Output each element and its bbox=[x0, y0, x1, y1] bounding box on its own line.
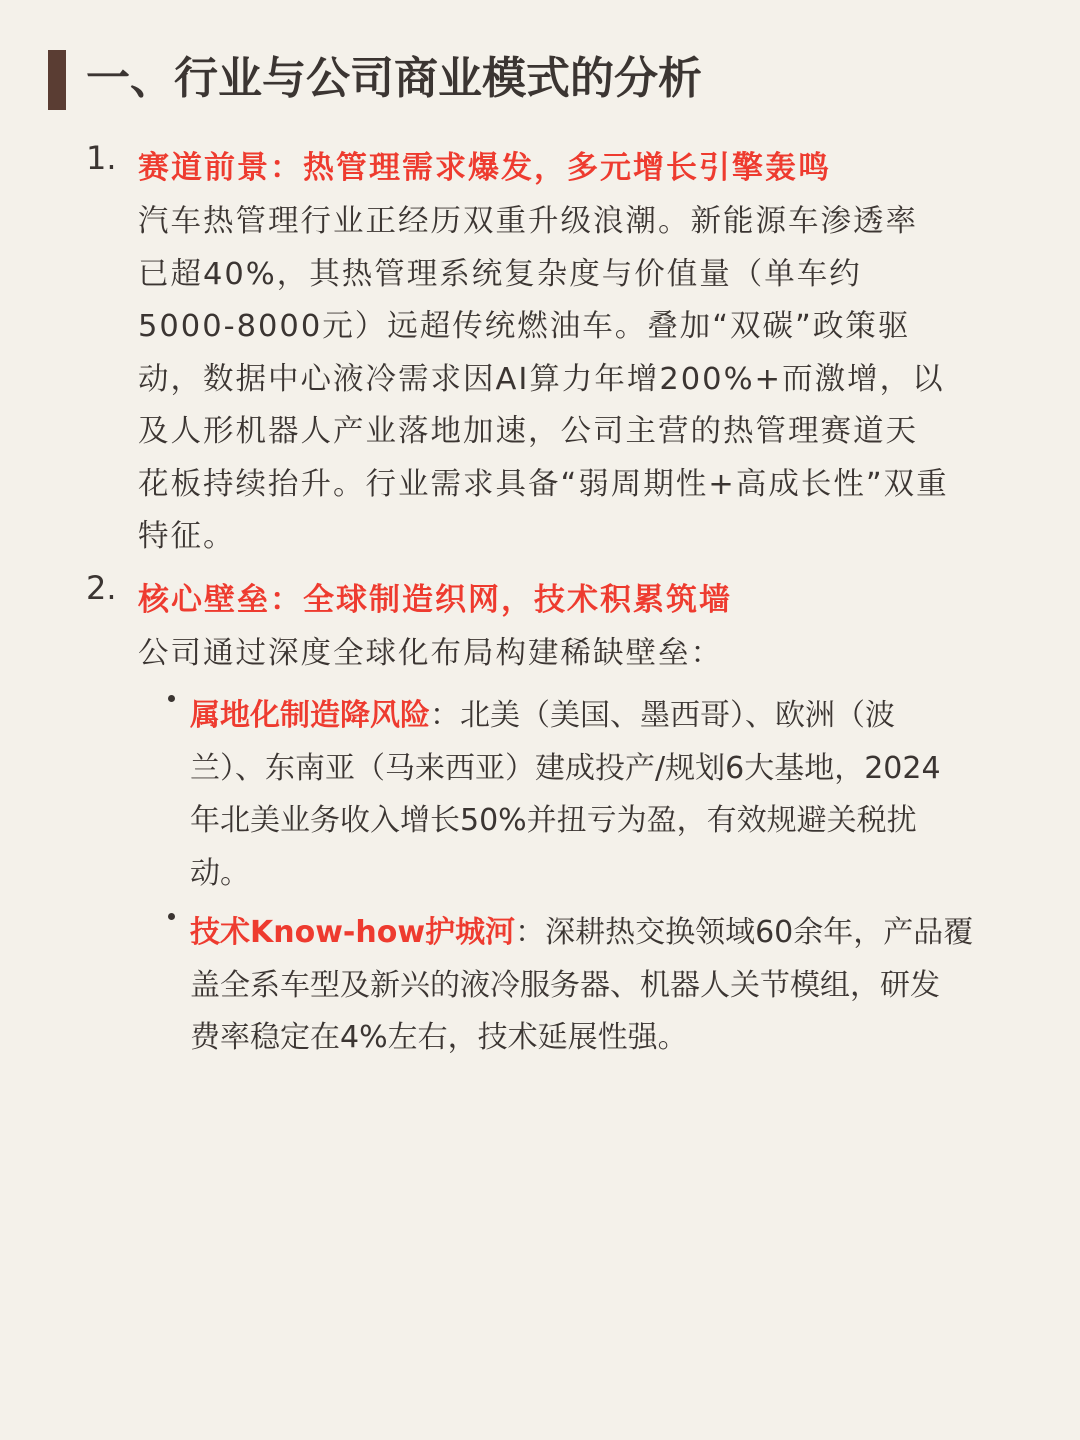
body-line: 花板持续抬升。行业需求具备“弱周期性+高成长性”双重 bbox=[138, 466, 949, 502]
body-line: 动，数据中心液冷需求因AI算力年增200%+而激增，以 bbox=[138, 361, 945, 397]
section-number: 2. bbox=[86, 569, 117, 607]
bullet-title: 属地化制造降风险 bbox=[190, 698, 430, 733]
section-number: 1. bbox=[86, 139, 117, 177]
bullet-title: 技术Know-how护城河 bbox=[190, 915, 516, 950]
bullet-dot bbox=[168, 913, 175, 920]
body-line: 5000-8000元）远超传统燃油车。叠加“双碳”政策驱 bbox=[138, 309, 911, 344]
body-line: 已超40%，其热管理系统复杂度与价值量（单车约 bbox=[138, 256, 862, 292]
bullet-first-line bbox=[190, 907, 1020, 960]
body-line: 特征。 bbox=[138, 519, 236, 554]
body-line: 汽车热管理行业正经历双重升级浪潮。新能源车渗透率 bbox=[138, 204, 918, 239]
section-intro bbox=[138, 628, 1023, 681]
bullet-first-line-text: ：深耕热交换领域60余年，产品覆 bbox=[515, 915, 974, 950]
bullet-dot bbox=[168, 695, 175, 702]
header-accent-bar bbox=[48, 50, 66, 110]
bullet-line: 费率稳定在4%左右，技术延展性强。 bbox=[190, 1020, 688, 1055]
bullet-first-line-text: ：北美（美国、墨西哥）、欧洲（波 bbox=[430, 698, 895, 733]
bullet-first-line bbox=[190, 690, 1020, 743]
bullet-item-tech-moat bbox=[190, 907, 1020, 1065]
bullet-item-localized-manufacturing bbox=[190, 690, 1020, 900]
bullet-line: 动。 bbox=[190, 855, 250, 891]
bullet-line: 兰）、东南亚（马来西亚）建成投产/规划6大基地，2024 bbox=[190, 750, 941, 786]
section-heading: 核心壁垒：全球制造织网，技术积累筑墙 bbox=[138, 582, 732, 618]
page-header bbox=[48, 48, 1048, 128]
section-body bbox=[138, 196, 1023, 564]
body-line: 及人形机器人产业落地加速，公司主营的热管理赛道天 bbox=[138, 414, 918, 449]
bullet-line: 盖全系车型及新兴的液冷服务器、机器人关节模组，研发 bbox=[190, 967, 940, 1003]
intro-line: 公司通过深度全球化布局构建稀缺壁垒： bbox=[138, 636, 723, 671]
section-heading: 赛道前景：热管理需求爆发，多元增长引擎轰鸣 bbox=[138, 150, 831, 186]
bullet-line: 年北美业务收入增长50%并扭亏为盈，有效规避关税扰 bbox=[190, 803, 917, 838]
page-title: 一、行业与公司商业模式的分析 bbox=[86, 53, 702, 104]
